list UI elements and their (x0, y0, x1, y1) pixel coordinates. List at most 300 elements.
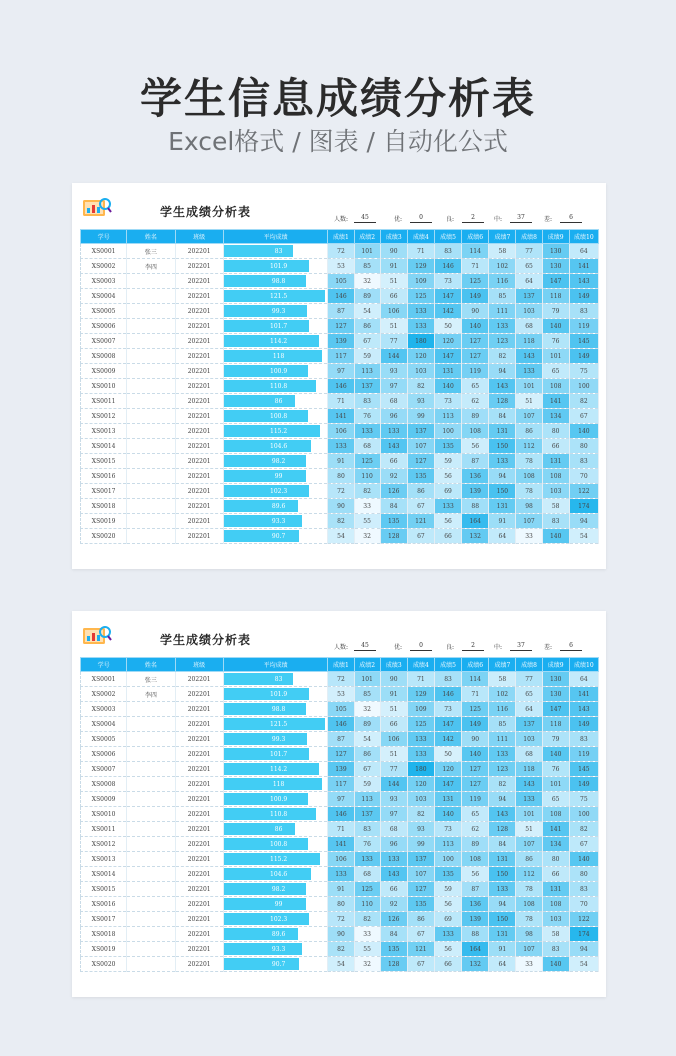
student-name-cell[interactable] (127, 897, 175, 912)
score-cell[interactable]: 84 (380, 499, 407, 514)
score-cell[interactable]: 143 (380, 867, 407, 882)
student-id-cell[interactable]: XS0006 (81, 319, 127, 334)
student-id-cell[interactable]: XS0013 (81, 424, 127, 439)
class-cell[interactable]: 202201 (175, 274, 223, 289)
score-cell[interactable]: 67 (407, 529, 434, 544)
score-cell[interactable]: 85 (354, 259, 380, 274)
score-cell[interactable]: 87 (328, 732, 354, 747)
student-name-cell[interactable] (127, 852, 175, 867)
score-cell[interactable]: 120 (407, 777, 434, 792)
average-score-cell[interactable] (223, 454, 328, 469)
score-cell[interactable]: 86 (407, 912, 434, 927)
class-cell[interactable]: 202201 (175, 942, 223, 957)
score-cell[interactable]: 133 (516, 792, 542, 807)
score-cell[interactable]: 93 (380, 792, 407, 807)
score-cell[interactable]: 141 (328, 409, 354, 424)
score-cell[interactable]: 146 (328, 289, 354, 304)
average-score-cell[interactable] (223, 747, 328, 762)
score-cell[interactable]: 53 (328, 259, 354, 274)
score-cell[interactable]: 133 (407, 747, 434, 762)
score-cell[interactable]: 133 (380, 852, 407, 867)
score-cell[interactable]: 106 (328, 852, 354, 867)
class-cell[interactable]: 202201 (175, 394, 223, 409)
student-id-cell[interactable]: XS0020 (81, 957, 127, 972)
score-cell[interactable]: 123 (489, 762, 516, 777)
score-cell[interactable]: 83 (434, 244, 461, 259)
score-cell[interactable]: 84 (380, 927, 407, 942)
column-header[interactable]: 班级 (175, 230, 223, 244)
student-id-cell[interactable]: XS0017 (81, 912, 127, 927)
score-cell[interactable]: 143 (380, 439, 407, 454)
score-cell[interactable]: 66 (380, 454, 407, 469)
student-id-cell[interactable]: XS0003 (81, 274, 127, 289)
score-cell[interactable]: 105 (328, 274, 354, 289)
score-cell[interactable]: 137 (354, 807, 380, 822)
score-cell[interactable]: 94 (489, 469, 516, 484)
score-cell[interactable]: 111 (489, 304, 516, 319)
score-cell[interactable]: 87 (462, 454, 489, 469)
average-score-cell[interactable] (223, 289, 328, 304)
score-cell[interactable]: 97 (380, 379, 407, 394)
score-cell[interactable]: 119 (569, 747, 598, 762)
score-cell[interactable]: 76 (542, 334, 569, 349)
score-cell[interactable]: 140 (569, 852, 598, 867)
score-cell[interactable]: 125 (462, 274, 489, 289)
score-cell[interactable]: 54 (328, 529, 354, 544)
class-cell[interactable]: 202201 (175, 702, 223, 717)
score-cell[interactable]: 80 (328, 897, 354, 912)
student-name-cell[interactable] (127, 274, 175, 289)
score-cell[interactable]: 114 (462, 244, 489, 259)
score-cell[interactable]: 149 (569, 349, 598, 364)
score-cell[interactable]: 132 (462, 957, 489, 972)
score-cell[interactable]: 32 (354, 957, 380, 972)
score-cell[interactable]: 133 (354, 852, 380, 867)
student-id-cell[interactable]: XS0011 (81, 822, 127, 837)
score-cell[interactable]: 58 (542, 927, 569, 942)
score-cell[interactable]: 142 (434, 304, 461, 319)
score-cell[interactable]: 32 (354, 529, 380, 544)
score-cell[interactable]: 118 (516, 334, 542, 349)
score-cell[interactable]: 127 (407, 454, 434, 469)
score-cell[interactable]: 99 (407, 409, 434, 424)
score-cell[interactable]: 77 (516, 672, 542, 687)
score-cell[interactable]: 98 (516, 499, 542, 514)
score-cell[interactable]: 86 (354, 319, 380, 334)
score-cell[interactable]: 105 (328, 702, 354, 717)
score-cell[interactable]: 134 (542, 837, 569, 852)
average-score-cell[interactable] (223, 349, 328, 364)
student-name-cell[interactable] (127, 927, 175, 942)
score-cell[interactable]: 98 (516, 927, 542, 942)
column-header[interactable]: 成绩10 (569, 230, 598, 244)
student-id-cell[interactable]: XS0008 (81, 349, 127, 364)
score-cell[interactable]: 90 (328, 499, 354, 514)
score-cell[interactable]: 78 (516, 912, 542, 927)
average-score-cell[interactable] (223, 762, 328, 777)
column-header[interactable]: 成绩1 (328, 230, 354, 244)
student-id-cell[interactable]: XS0002 (81, 259, 127, 274)
average-score-cell[interactable] (223, 394, 328, 409)
score-cell[interactable]: 67 (354, 334, 380, 349)
class-cell[interactable]: 202201 (175, 762, 223, 777)
score-cell[interactable]: 137 (516, 717, 542, 732)
class-cell[interactable]: 202201 (175, 837, 223, 852)
column-header[interactable]: 成绩1 (328, 658, 354, 672)
average-score-cell[interactable] (223, 424, 328, 439)
score-cell[interactable]: 122 (569, 912, 598, 927)
score-cell[interactable]: 130 (542, 259, 569, 274)
average-score-cell[interactable] (223, 792, 328, 807)
score-cell[interactable]: 113 (434, 409, 461, 424)
student-id-cell[interactable]: XS0016 (81, 897, 127, 912)
score-cell[interactable]: 146 (434, 259, 461, 274)
student-id-cell[interactable]: XS0001 (81, 672, 127, 687)
student-name-cell[interactable] (127, 822, 175, 837)
score-cell[interactable]: 146 (328, 379, 354, 394)
score-cell[interactable]: 133 (434, 499, 461, 514)
score-cell[interactable]: 86 (516, 852, 542, 867)
score-cell[interactable]: 107 (516, 514, 542, 529)
score-cell[interactable]: 65 (516, 259, 542, 274)
score-cell[interactable]: 150 (489, 867, 516, 882)
student-name-cell[interactable] (127, 942, 175, 957)
class-cell[interactable]: 202201 (175, 897, 223, 912)
class-cell[interactable]: 202201 (175, 244, 223, 259)
class-cell[interactable]: 202201 (175, 912, 223, 927)
score-cell[interactable]: 133 (380, 424, 407, 439)
average-score-cell[interactable] (223, 687, 328, 702)
score-cell[interactable]: 73 (434, 822, 461, 837)
score-cell[interactable]: 72 (328, 672, 354, 687)
student-id-cell[interactable]: XS0010 (81, 807, 127, 822)
score-cell[interactable]: 91 (489, 942, 516, 957)
score-cell[interactable]: 90 (380, 244, 407, 259)
column-header[interactable]: 平均成绩 (223, 230, 328, 244)
score-cell[interactable]: 67 (569, 409, 598, 424)
score-cell[interactable]: 67 (407, 927, 434, 942)
score-cell[interactable]: 65 (542, 792, 569, 807)
column-header[interactable]: 平均成绩 (223, 658, 328, 672)
score-cell[interactable]: 131 (542, 454, 569, 469)
score-cell[interactable]: 125 (407, 289, 434, 304)
score-cell[interactable]: 64 (569, 244, 598, 259)
score-cell[interactable]: 103 (542, 912, 569, 927)
score-cell[interactable]: 32 (354, 274, 380, 289)
score-cell[interactable]: 133 (407, 732, 434, 747)
column-header[interactable]: 成绩7 (489, 658, 516, 672)
student-name-cell[interactable] (127, 717, 175, 732)
student-name-cell[interactable] (127, 439, 175, 454)
score-cell[interactable]: 101 (542, 349, 569, 364)
score-cell[interactable]: 128 (380, 529, 407, 544)
score-cell[interactable]: 56 (434, 897, 461, 912)
score-cell[interactable]: 109 (407, 702, 434, 717)
class-cell[interactable]: 202201 (175, 957, 223, 972)
score-cell[interactable]: 143 (569, 702, 598, 717)
student-name-cell[interactable] (127, 469, 175, 484)
score-cell[interactable]: 51 (380, 319, 407, 334)
score-cell[interactable]: 71 (462, 687, 489, 702)
student-id-cell[interactable]: XS0004 (81, 289, 127, 304)
student-name-cell[interactable] (127, 807, 175, 822)
score-cell[interactable]: 51 (380, 274, 407, 289)
score-cell[interactable]: 68 (380, 822, 407, 837)
score-cell[interactable]: 117 (328, 777, 354, 792)
score-cell[interactable]: 66 (380, 717, 407, 732)
student-id-cell[interactable]: XS0020 (81, 529, 127, 544)
score-cell[interactable]: 128 (489, 822, 516, 837)
score-cell[interactable]: 82 (489, 349, 516, 364)
column-header[interactable]: 成绩4 (407, 658, 434, 672)
score-cell[interactable]: 79 (542, 304, 569, 319)
student-name-cell[interactable] (127, 912, 175, 927)
score-cell[interactable]: 147 (542, 274, 569, 289)
score-cell[interactable]: 133 (489, 454, 516, 469)
score-cell[interactable]: 133 (489, 882, 516, 897)
score-cell[interactable]: 87 (462, 882, 489, 897)
score-cell[interactable]: 144 (380, 777, 407, 792)
score-cell[interactable]: 87 (328, 304, 354, 319)
average-score-cell[interactable] (223, 942, 328, 957)
score-cell[interactable]: 90 (462, 304, 489, 319)
score-cell[interactable]: 67 (407, 499, 434, 514)
score-cell[interactable]: 64 (569, 672, 598, 687)
score-cell[interactable]: 118 (542, 717, 569, 732)
class-cell[interactable]: 202201 (175, 439, 223, 454)
average-score-cell[interactable] (223, 409, 328, 424)
student-name-cell[interactable] (127, 732, 175, 747)
score-cell[interactable]: 140 (434, 379, 461, 394)
score-cell[interactable]: 71 (407, 672, 434, 687)
score-cell[interactable]: 102 (489, 259, 516, 274)
score-cell[interactable]: 113 (354, 792, 380, 807)
score-cell[interactable]: 150 (489, 912, 516, 927)
average-score-cell[interactable] (223, 897, 328, 912)
average-score-cell[interactable] (223, 777, 328, 792)
student-id-cell[interactable]: XS0001 (81, 244, 127, 259)
score-cell[interactable]: 143 (516, 349, 542, 364)
score-cell[interactable]: 96 (380, 837, 407, 852)
score-cell[interactable]: 65 (516, 687, 542, 702)
student-name-cell[interactable] (127, 454, 175, 469)
class-cell[interactable]: 202201 (175, 927, 223, 942)
score-cell[interactable]: 149 (462, 717, 489, 732)
score-cell[interactable]: 83 (569, 882, 598, 897)
score-cell[interactable]: 106 (380, 304, 407, 319)
score-cell[interactable]: 140 (542, 747, 569, 762)
score-cell[interactable]: 80 (569, 867, 598, 882)
score-cell[interactable]: 65 (542, 364, 569, 379)
class-cell[interactable]: 202201 (175, 469, 223, 484)
score-cell[interactable]: 110 (354, 897, 380, 912)
score-cell[interactable]: 82 (354, 912, 380, 927)
score-cell[interactable]: 94 (489, 792, 516, 807)
score-cell[interactable]: 121 (407, 942, 434, 957)
score-cell[interactable]: 94 (569, 942, 598, 957)
student-id-cell[interactable]: XS0019 (81, 942, 127, 957)
score-cell[interactable]: 112 (516, 439, 542, 454)
student-name-cell[interactable] (127, 837, 175, 852)
score-cell[interactable]: 96 (380, 409, 407, 424)
score-cell[interactable]: 101 (516, 379, 542, 394)
score-cell[interactable]: 94 (489, 364, 516, 379)
score-cell[interactable]: 126 (380, 484, 407, 499)
average-score-cell[interactable] (223, 912, 328, 927)
score-cell[interactable]: 129 (407, 687, 434, 702)
score-cell[interactable]: 103 (542, 484, 569, 499)
score-cell[interactable]: 119 (569, 319, 598, 334)
score-cell[interactable]: 141 (569, 687, 598, 702)
average-score-cell[interactable] (223, 514, 328, 529)
score-cell[interactable]: 89 (354, 289, 380, 304)
score-cell[interactable]: 93 (380, 364, 407, 379)
score-cell[interactable]: 108 (542, 469, 569, 484)
class-cell[interactable]: 202201 (175, 409, 223, 424)
score-cell[interactable]: 103 (516, 304, 542, 319)
score-cell[interactable]: 90 (462, 732, 489, 747)
average-score-cell[interactable] (223, 852, 328, 867)
score-cell[interactable]: 91 (328, 454, 354, 469)
score-cell[interactable]: 69 (434, 484, 461, 499)
score-cell[interactable]: 119 (462, 792, 489, 807)
average-score-cell[interactable] (223, 469, 328, 484)
score-cell[interactable]: 71 (462, 259, 489, 274)
score-cell[interactable]: 54 (569, 529, 598, 544)
score-cell[interactable]: 125 (462, 702, 489, 717)
score-cell[interactable]: 149 (569, 289, 598, 304)
score-cell[interactable]: 106 (380, 732, 407, 747)
column-header[interactable]: 成绩2 (354, 658, 380, 672)
score-cell[interactable]: 142 (434, 732, 461, 747)
score-cell[interactable]: 84 (489, 409, 516, 424)
column-header[interactable]: 姓名 (127, 230, 175, 244)
score-cell[interactable]: 131 (489, 927, 516, 942)
score-cell[interactable]: 91 (380, 687, 407, 702)
score-cell[interactable]: 54 (354, 304, 380, 319)
score-cell[interactable]: 143 (516, 777, 542, 792)
score-cell[interactable]: 67 (354, 762, 380, 777)
student-id-cell[interactable]: XS0003 (81, 702, 127, 717)
class-cell[interactable]: 202201 (175, 289, 223, 304)
score-cell[interactable]: 54 (354, 732, 380, 747)
average-score-cell[interactable] (223, 672, 328, 687)
score-cell[interactable]: 51 (380, 747, 407, 762)
column-header[interactable]: 成绩3 (380, 658, 407, 672)
class-cell[interactable]: 202201 (175, 687, 223, 702)
score-cell[interactable]: 180 (407, 762, 434, 777)
score-cell[interactable]: 90 (328, 927, 354, 942)
score-cell[interactable]: 54 (569, 957, 598, 972)
score-cell[interactable]: 164 (462, 514, 489, 529)
score-cell[interactable]: 107 (516, 409, 542, 424)
score-cell[interactable]: 113 (354, 364, 380, 379)
score-cell[interactable]: 119 (462, 364, 489, 379)
score-cell[interactable]: 149 (569, 777, 598, 792)
score-cell[interactable]: 136 (462, 469, 489, 484)
score-cell[interactable]: 135 (407, 897, 434, 912)
score-cell[interactable]: 103 (407, 792, 434, 807)
class-cell[interactable]: 202201 (175, 514, 223, 529)
student-id-cell[interactable]: XS0017 (81, 484, 127, 499)
score-cell[interactable]: 108 (462, 424, 489, 439)
score-cell[interactable]: 116 (489, 702, 516, 717)
score-cell[interactable]: 130 (542, 672, 569, 687)
class-cell[interactable]: 202201 (175, 822, 223, 837)
score-cell[interactable]: 51 (516, 394, 542, 409)
score-cell[interactable]: 59 (434, 454, 461, 469)
score-cell[interactable]: 132 (462, 529, 489, 544)
score-cell[interactable]: 143 (489, 807, 516, 822)
score-cell[interactable]: 72 (328, 244, 354, 259)
score-cell[interactable]: 68 (380, 394, 407, 409)
score-cell[interactable]: 68 (354, 867, 380, 882)
score-cell[interactable]: 71 (407, 244, 434, 259)
score-cell[interactable]: 133 (328, 867, 354, 882)
student-name-cell[interactable] (127, 379, 175, 394)
score-cell[interactable]: 83 (569, 732, 598, 747)
score-cell[interactable]: 56 (462, 439, 489, 454)
score-cell[interactable]: 145 (569, 762, 598, 777)
score-cell[interactable]: 89 (462, 409, 489, 424)
student-name-cell[interactable] (127, 747, 175, 762)
score-cell[interactable]: 122 (569, 484, 598, 499)
score-cell[interactable]: 127 (462, 762, 489, 777)
score-cell[interactable]: 93 (407, 394, 434, 409)
student-id-cell[interactable]: XS0016 (81, 469, 127, 484)
student-id-cell[interactable]: XS0014 (81, 867, 127, 882)
class-cell[interactable]: 202201 (175, 334, 223, 349)
score-cell[interactable]: 131 (434, 364, 461, 379)
score-cell[interactable]: 146 (434, 687, 461, 702)
score-cell[interactable]: 82 (569, 822, 598, 837)
score-cell[interactable]: 82 (407, 379, 434, 394)
score-cell[interactable]: 134 (542, 409, 569, 424)
score-cell[interactable]: 150 (489, 484, 516, 499)
score-cell[interactable]: 85 (354, 687, 380, 702)
column-header[interactable]: 成绩8 (516, 230, 542, 244)
score-cell[interactable]: 108 (542, 897, 569, 912)
score-cell[interactable]: 140 (462, 319, 489, 334)
column-header[interactable]: 成绩9 (542, 658, 569, 672)
score-cell[interactable]: 82 (569, 394, 598, 409)
score-cell[interactable]: 70 (569, 897, 598, 912)
student-id-cell[interactable]: XS0005 (81, 732, 127, 747)
score-cell[interactable]: 141 (542, 394, 569, 409)
score-cell[interactable]: 92 (380, 897, 407, 912)
score-cell[interactable]: 90 (380, 672, 407, 687)
student-name-cell[interactable] (127, 867, 175, 882)
score-cell[interactable]: 80 (542, 852, 569, 867)
student-name-cell[interactable]: 张三 (127, 244, 175, 259)
score-cell[interactable]: 135 (434, 867, 461, 882)
score-cell[interactable]: 143 (569, 274, 598, 289)
column-header[interactable]: 成绩5 (434, 658, 461, 672)
column-header[interactable]: 班级 (175, 658, 223, 672)
score-cell[interactable]: 140 (434, 807, 461, 822)
student-id-cell[interactable]: XS0005 (81, 304, 127, 319)
score-cell[interactable]: 84 (489, 837, 516, 852)
score-cell[interactable]: 100 (434, 852, 461, 867)
score-cell[interactable]: 143 (489, 379, 516, 394)
average-score-cell[interactable] (223, 334, 328, 349)
student-name-cell[interactable] (127, 409, 175, 424)
score-cell[interactable]: 145 (569, 334, 598, 349)
score-cell[interactable]: 164 (462, 942, 489, 957)
score-cell[interactable]: 33 (516, 957, 542, 972)
column-header[interactable]: 学号 (81, 230, 127, 244)
score-cell[interactable]: 56 (434, 469, 461, 484)
